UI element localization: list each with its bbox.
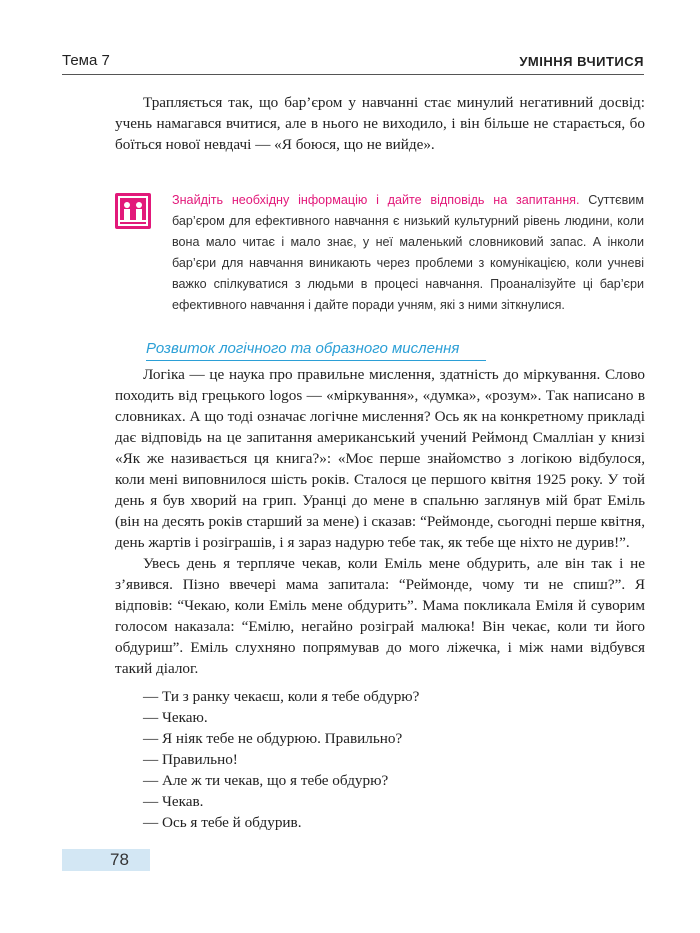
logic-paragraphs <box>115 364 645 679</box>
logic-paragraph-2: Увесь день я терпляче чекав, коли Еміль мене обдурить, але він так і не з’явився. Пізно ввечері мама запитала: “Реймонде, чому ти не спиш?”. Я відповів: “Чекаю, коли Еміль мене обдурить”. Мама покликала Еміля й суворим голосом наказала: “Емілю, негайно розіграй малюка! Він чекає, коли ти його обдуриш”. Еміль слухняно попрямував до мого ліжечка, і між нами відбувся такий діалог. <box>115 555 645 677</box>
people-task-icon <box>115 193 151 229</box>
subheading-underline <box>146 360 486 361</box>
page-number: 78 <box>110 850 129 869</box>
task-lead: Знайдіть необхідну інформацію і дайте відповідь на запитання. <box>172 193 580 207</box>
page-number-bar <box>62 849 150 871</box>
task-block <box>172 190 644 316</box>
dialog-line: — Ти з ранку чекаєш, коли я тебе обдурю? <box>143 688 420 705</box>
page-header <box>62 52 644 76</box>
dialog-line: — Я ніяк тебе не обдурюю. Правильно? <box>143 730 403 747</box>
dialog-line: — Але ж ти чекав, що я тебе обдурю? <box>143 772 389 789</box>
section-subheading <box>146 340 486 357</box>
theme-label: Тема 7 <box>62 52 110 69</box>
dialog-line: — Правильно! <box>143 751 238 768</box>
intro-paragraph <box>115 92 645 155</box>
header-rule <box>62 74 644 75</box>
dialog-line: — Чекаю. <box>143 709 208 726</box>
dialog-line: — Чекав. <box>143 793 204 810</box>
section-title: УМІННЯ ВЧИТИСЯ <box>519 54 644 69</box>
dialog-line: — Ось я тебе й обдурив. <box>143 814 302 831</box>
intro-text: Трапляється так, що бар’єром у навчанні стає минулий негативний досвід: учень намагався вчитися, але в нього не виходило, і він більше не старається, бо боїться нової невдачі — «Я боюся, що не вийде». <box>115 94 645 153</box>
task-text: Суттєвим бар’єром для ефективного навчання є низький культурний рівень людини, коли вона мало читає і мало знає, у неї маленький словниковий запас. А інколи бар’єри для навчання виникають через проблеми з комунікацією, коли учневі важко спілкуватися з людьми в процесі навчання. Проаналізуйте ці бар’єри ефективного навчання і дайте поради учням, які з ними зіткнулися. <box>172 193 644 312</box>
logic-paragraph-1: Логіка — це наука про правильне мислення, здатність до міркування. Слово походить від грецького logos — «міркування», «думка», «розум». Так написано в словниках. А що тоді означає логічне мислення? Ось як на конкретному прикладі дає відповідь на це запитання американський учений Реймонд Смалліан у книзі «Як же називається ця книга?»: «Моє перше знайомство з логікою відбулося, коли мені виповнилося шість років. Сталося це першого квітня 1925 року. У той день я був хворий на грип. Уранці до мене в спальню заглянув мій брат Еміль (він на десять років старший за мене) і сказав: “Реймонде, сьогодні перше квітня, день жартів і розіграшів, і я зараз надурю тебе так, як тебе ще ніхто не дурив!”. <box>115 366 645 551</box>
subheading-text: Розвиток логічного та образного мислення <box>146 340 460 357</box>
dialog-block <box>115 686 645 833</box>
